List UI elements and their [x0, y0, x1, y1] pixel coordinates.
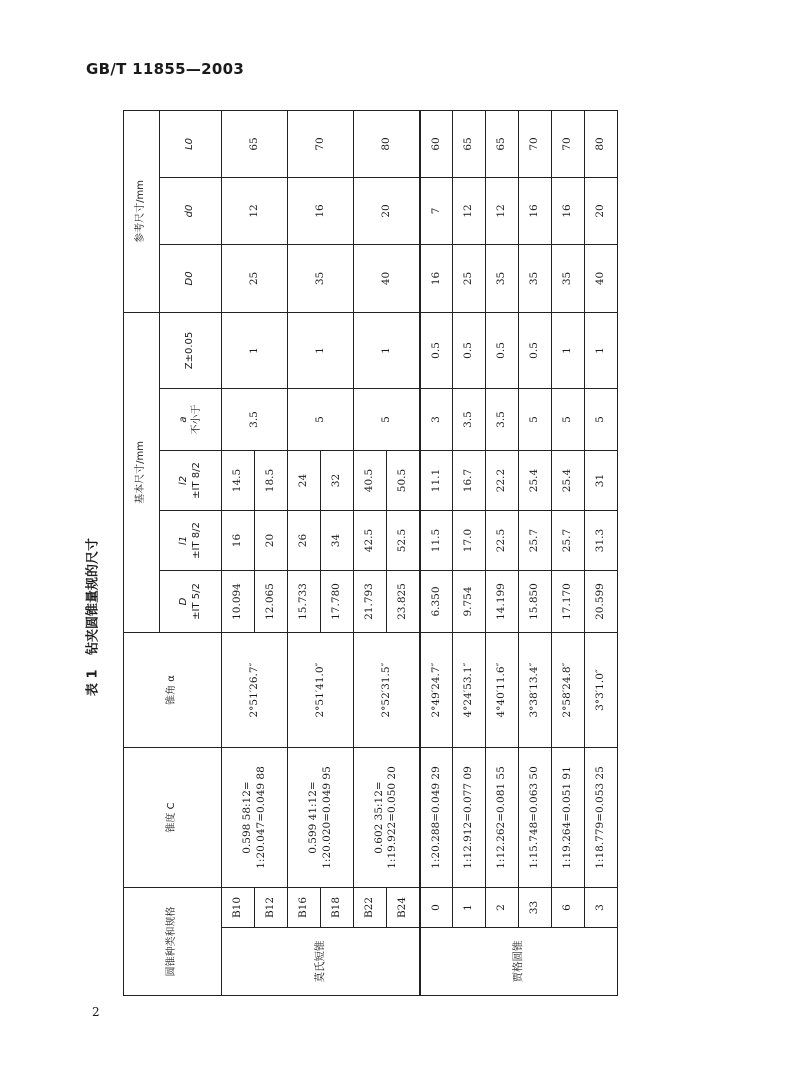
z-cell: 0.5 — [486, 312, 519, 388]
a-cell: 5 — [585, 389, 618, 451]
taper-cell: 1:15.748=0.063 50 — [519, 748, 552, 888]
a-cell: 5 — [288, 389, 354, 451]
D-cell: 6.350 — [420, 571, 453, 633]
d0-cell: 16 — [288, 177, 354, 244]
header-z: Z±0.05 — [160, 312, 222, 388]
D-cell: 9.754 — [453, 571, 486, 633]
D0-cell: 25 — [222, 244, 288, 312]
spec-cell: B18 — [321, 888, 354, 928]
l2-cell: 14.5 — [222, 451, 255, 511]
L0-cell: 65 — [453, 110, 486, 177]
spec-cell: 3 — [585, 888, 618, 928]
l2-cell: 24 — [288, 451, 321, 511]
angle-cell: 3°3′1.0″ — [585, 633, 618, 748]
l1-cell: 17.0 — [453, 511, 486, 571]
l1-cell: 52.5 — [387, 511, 420, 571]
D-cell: 23.825 — [387, 571, 420, 633]
l2-cell: 11.1 — [420, 451, 453, 511]
l1-cell: 16 — [222, 511, 255, 571]
spec-cell: 2 — [486, 888, 519, 928]
a-cell: 5 — [552, 389, 585, 451]
spec-cell: 6 — [552, 888, 585, 928]
table-row — [420, 110, 453, 995]
l1-cell: 22.5 — [486, 511, 519, 571]
spec-cell: B12 — [255, 888, 288, 928]
D0-cell: 16 — [420, 244, 453, 312]
l1-cell: 31.3 — [585, 511, 618, 571]
page-number: 2 — [92, 1005, 100, 1019]
L0-cell: 65 — [222, 110, 288, 177]
rotated-table-container — [123, 111, 607, 996]
taper-cell: 0.599 41:12= 1:20.020=0.049 95 — [288, 748, 354, 888]
table-row — [552, 110, 585, 995]
z-cell: 0.5 — [519, 312, 552, 388]
l1-cell: 20 — [255, 511, 288, 571]
taper-cell: 0.602 35:12= 1:19.922=0.050 20 — [354, 748, 420, 888]
l1-cell: 34 — [321, 511, 354, 571]
D0-cell: 25 — [453, 244, 486, 312]
header-l2: l2 ±IT 8/2 — [160, 451, 222, 511]
D-cell: 20.599 — [585, 571, 618, 633]
spec-cell: B10 — [222, 888, 255, 928]
l2-cell: 25.4 — [552, 451, 585, 511]
header-taper: 锥度 C — [124, 748, 222, 888]
angle-cell: 2°58′24.8″ — [552, 633, 585, 748]
z-cell: 1 — [552, 312, 585, 388]
D-cell: 17.170 — [552, 571, 585, 633]
D-cell: 12.065 — [255, 571, 288, 633]
D0-cell: 35 — [552, 244, 585, 312]
table-row — [354, 110, 387, 995]
z-cell: 0.5 — [453, 312, 486, 388]
table-row — [222, 110, 255, 995]
angle-cell: 2°51′41.0″ — [288, 633, 354, 748]
z-cell: 1 — [354, 312, 420, 388]
angle-cell: 2°52′31.5″ — [354, 633, 420, 748]
l2-cell: 40.5 — [354, 451, 387, 511]
z-cell: 1 — [288, 312, 354, 388]
L0-cell: 65 — [486, 110, 519, 177]
D0-cell: 40 — [354, 244, 420, 312]
header-a: a 不小于 — [160, 389, 222, 451]
spec-cell: B22 — [354, 888, 387, 928]
angle-cell: 2°51′26.7″ — [222, 633, 288, 748]
a-cell: 3 — [420, 389, 453, 451]
table-row — [453, 110, 486, 995]
header-D: D ±IT 5/2 — [160, 571, 222, 633]
D0-cell: 35 — [519, 244, 552, 312]
d0-cell: 12 — [222, 177, 288, 244]
l2-cell: 16.7 — [453, 451, 486, 511]
z-cell: 0.5 — [420, 312, 453, 388]
table-row — [288, 110, 321, 995]
z-cell: 1 — [585, 312, 618, 388]
D-cell: 21.793 — [354, 571, 387, 633]
spec-cell: B16 — [288, 888, 321, 928]
header-reference-dimensions: 参考尺寸/mm — [124, 110, 160, 312]
a-cell: 5 — [354, 389, 420, 451]
a-cell: 3.5 — [486, 389, 519, 451]
taper-cell: 0.598 58:12= 1:20.047=0.049 88 — [222, 748, 288, 888]
l2-cell: 50.5 — [387, 451, 420, 511]
D-cell: 15.850 — [519, 571, 552, 633]
L0-cell: 70 — [552, 110, 585, 177]
spec-cell: B24 — [387, 888, 420, 928]
spec-cell: 0 — [420, 888, 453, 928]
header-d0: d0 — [160, 177, 222, 244]
D-cell: 10.094 — [222, 571, 255, 633]
L0-cell: 70 — [288, 110, 354, 177]
l2-cell: 31 — [585, 451, 618, 511]
l1-cell: 42.5 — [354, 511, 387, 571]
d0-cell: 20 — [354, 177, 420, 244]
angle-cell: 4°24′53.1″ — [453, 633, 486, 748]
taper-cell: 1:19.264=0.051 91 — [552, 748, 585, 888]
spec-cell: 33 — [519, 888, 552, 928]
spec-cell: 1 — [453, 888, 486, 928]
d0-cell: 7 — [420, 177, 453, 244]
L0-cell: 60 — [420, 110, 453, 177]
d0-cell: 12 — [453, 177, 486, 244]
d0-cell: 16 — [552, 177, 585, 244]
table-row — [585, 110, 618, 995]
a-cell: 5 — [519, 389, 552, 451]
l1-cell: 26 — [288, 511, 321, 571]
header-L0: L0 — [160, 110, 222, 177]
l2-cell: 22.2 — [486, 451, 519, 511]
D-cell: 15.733 — [288, 571, 321, 633]
l2-cell: 18.5 — [255, 451, 288, 511]
l1-cell: 25.7 — [552, 511, 585, 571]
table-row — [519, 110, 552, 995]
a-cell: 3.5 — [222, 389, 288, 451]
L0-cell: 80 — [585, 110, 618, 177]
table-row — [486, 110, 519, 995]
d0-cell: 16 — [519, 177, 552, 244]
d0-cell: 20 — [585, 177, 618, 244]
standard-code-header: GB/T 11855—2003 — [86, 60, 245, 78]
z-cell: 1 — [222, 312, 288, 388]
L0-cell: 70 — [519, 110, 552, 177]
taper-cell: 1:18.779=0.053 25 — [585, 748, 618, 888]
taper-gauge-dimensions-table — [123, 110, 618, 996]
angle-cell: 2°49′24.7″ — [420, 633, 453, 748]
angle-cell: 3°38′13.4″ — [519, 633, 552, 748]
D-cell: 14.199 — [486, 571, 519, 633]
table-label: 表 1 — [85, 669, 101, 697]
L0-cell: 80 — [354, 110, 420, 177]
angle-cell: 4°40′11.6″ — [486, 633, 519, 748]
a-cell: 3.5 — [453, 389, 486, 451]
taper-cell: 1:20.288=0.049 29 — [420, 748, 453, 888]
header-angle: 锥角 α — [124, 633, 222, 748]
d0-cell: 12 — [486, 177, 519, 244]
D0-cell: 40 — [585, 244, 618, 312]
header-type: 圆锥种类和规格 — [124, 888, 222, 996]
header-l1: l1 ±IT 8/2 — [160, 511, 222, 571]
l1-cell: 25.7 — [519, 511, 552, 571]
table-title: 钻夹圆锥量规的尺寸 — [85, 537, 101, 655]
D0-cell: 35 — [288, 244, 354, 312]
group-jacobs: 贾格圆锥 — [420, 928, 618, 996]
D0-cell: 35 — [486, 244, 519, 312]
header-basic-dimensions: 基本尺寸/mm — [124, 312, 160, 632]
l2-cell: 25.4 — [519, 451, 552, 511]
taper-cell: 1:12.912=0.077 09 — [453, 748, 486, 888]
D-cell: 17.780 — [321, 571, 354, 633]
group-morse: 莫氏短锥 — [222, 928, 420, 996]
l1-cell: 11.5 — [420, 511, 453, 571]
l2-cell: 32 — [321, 451, 354, 511]
taper-cell: 1:12.262=0.081 55 — [486, 748, 519, 888]
header-D0: D0 — [160, 244, 222, 312]
